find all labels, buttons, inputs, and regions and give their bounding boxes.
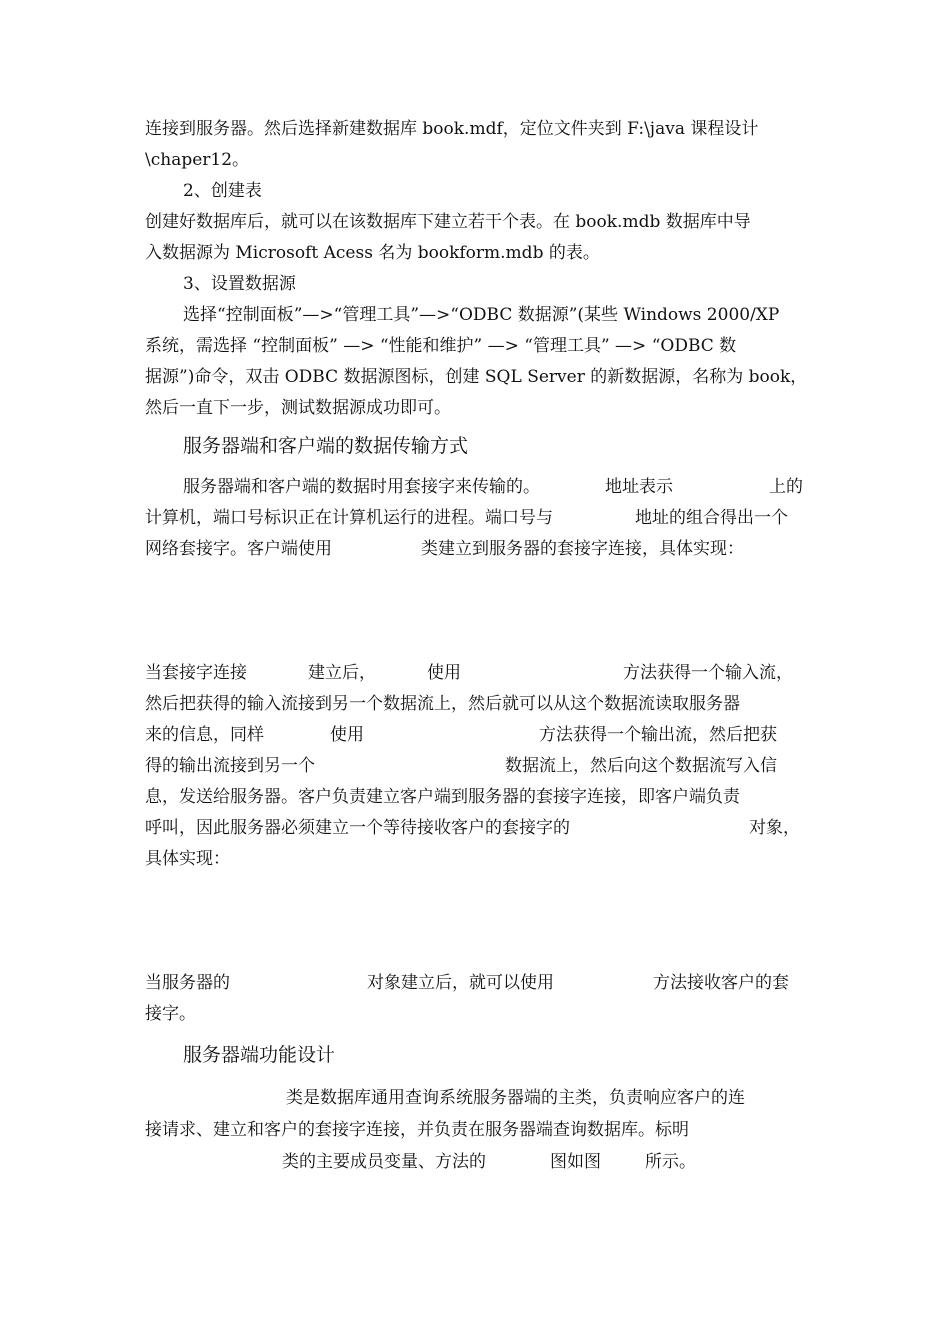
text-segment: 建立后， [308,663,376,683]
text-line: 接请求、建立和客户的套接字连接，并负责在服务器端查询数据库。标明 [145,1120,689,1140]
text-segment: 所示。 [645,1152,696,1172]
text-line: 息，发送给服务器。客户负责建立客户端到服务器的套接字连接，即客户端负责 [145,787,740,807]
text-segment: 地址的组合得出一个 [635,508,788,528]
text-line [145,503,807,534]
text-line [145,1083,807,1114]
section-title-create-table: 2、创建表 [183,181,262,201]
text-line [145,813,807,844]
text-segment: 得的输出流接到另一个 [145,756,315,776]
text-line [145,658,807,689]
text-segment: 当套接字连接 [145,663,247,683]
text-segment: 使用 [330,725,364,745]
text-line [145,472,807,503]
text-line [145,1147,807,1178]
text-segment: 服务器端和客户端的数据时用套接字来传输的。 [183,477,540,497]
text-segment: 呼叫，因此服务器必须建立一个等待接收客户的套接字的 [145,818,570,838]
text-segment: 使用 [427,663,461,683]
text-segment: 地址表示 [605,477,673,497]
text-line: 然后一直下一步，测试数据源成功即可。 [145,398,451,418]
text-line: 入数据源为 Microsoft Acess 名为 bookform.mdb 的表。 [145,243,600,263]
text-line: 连接到服务器。然后选择新建数据库 book.mdf，定位文件夹到 F:\java 课程设计 [145,119,759,139]
text-line: 据源”)命令，双击 ODBC 数据源图标，创建 SQL Server 的新数据源，名称为 book， [145,367,808,387]
text-segment: 方法接收客户的套 [653,973,789,993]
text-segment: 数据流上，然后向这个数据流写入信 [505,756,777,776]
text-line: \chaper12。 [145,150,250,170]
text-line [145,968,807,999]
text-segment: 图如图 [550,1152,601,1172]
text-segment: 来的信息，同样 [145,725,264,745]
text-segment: 类的主要成员变量、方法的 [282,1152,486,1172]
heading-server-design: 服务器端功能设计 [183,1044,336,1066]
text-segment: 类是数据库通用查询系统服务器端的主类，负责响应客户的连 [286,1088,745,1108]
text-line: 创建好数据库后，就可以在该数据库下建立若干个表。在 book.mdb 数据库中导 [145,212,751,232]
text-segment: 网络套接字。客户端使用 [145,539,332,559]
text-line [145,751,807,782]
text-segment: 计算机，端口号标识正在计算机运行的进程。端口号与 [145,508,553,528]
heading-data-transfer: 服务器端和客户端的数据传输方式 [183,435,469,457]
text-line: 系统，需选择 “控制面板” —> “性能和维护” —> “管理工具” —> “ODBC 数 [145,336,737,356]
text-segment: 对象， [749,818,800,838]
text-line: 接字。 [145,1004,196,1024]
text-segment: 方法获得一个输入流， [623,663,793,683]
text-segment: 方法获得一个输出流，然后把获 [539,725,777,745]
text-line: 选择“控制面板”—>“管理工具”—>“ODBC 数据源”(某些 Windows 2000/XP [183,305,780,325]
text-segment: 上的 [769,477,803,497]
text-line: 具体实现： [145,849,230,869]
text-segment: 对象建立后，就可以使用 [367,973,554,993]
text-line: 然后把获得的输入流接到另一个数据流上，然后就可以从这个数据流读取服务器 [145,694,740,714]
text-segment: 当服务器的 [145,973,230,993]
text-line [145,720,807,751]
text-line [145,534,807,565]
text-segment: 类建立到服务器的套接字连接，具体实现： [421,539,744,559]
section-title-datasource: 3、设置数据源 [183,274,296,294]
